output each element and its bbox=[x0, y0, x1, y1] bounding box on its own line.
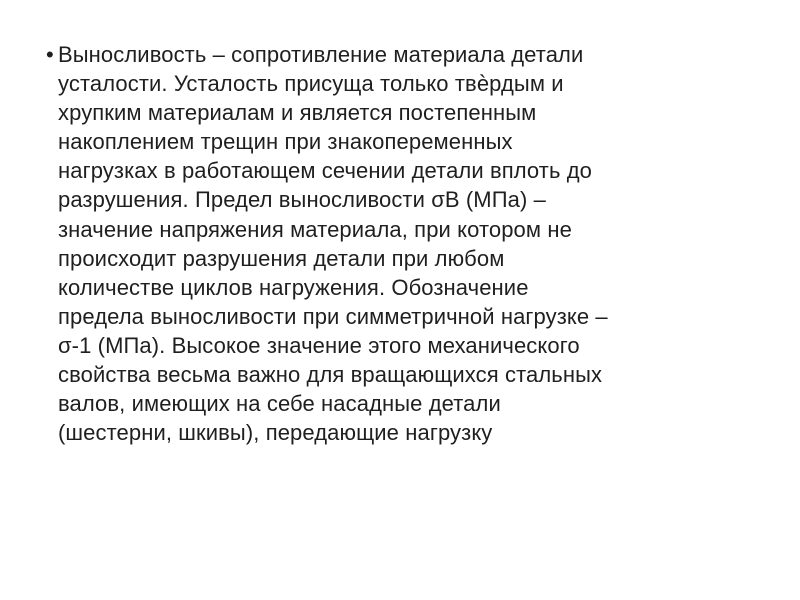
text-line: предела выносливости при симметричной нагрузке – bbox=[58, 303, 608, 329]
text-line: значение напряжения материала, при котором не bbox=[58, 216, 572, 242]
text-line: хрупким материалам и является постепенным bbox=[58, 100, 537, 126]
text-line: (шестерни, шкивы), передающие нагрузку bbox=[58, 420, 493, 446]
text-line: свойства весьма важно для вращающихся стальных bbox=[58, 362, 603, 388]
bullet-icon: • bbox=[46, 42, 54, 67]
text-line: нагрузках в работающем сечении детали вплоть до bbox=[58, 158, 592, 184]
text-line: валов, имеющих на себе насадные детали bbox=[58, 391, 501, 417]
text-line: разрушения. Предел выносливости σВ (МПа) – bbox=[58, 187, 546, 213]
text-line: накоплением трещин при знакопеременных bbox=[58, 129, 513, 155]
text-line: количестве циклов нагружения. Обозначение bbox=[58, 274, 529, 300]
text-line: σ-1 (МПа). Высокое значение этого механического bbox=[58, 332, 580, 358]
text-line: происходит разрушения детали при любом bbox=[58, 245, 505, 271]
bullet-text bbox=[58, 40, 746, 447]
bullet-point bbox=[46, 40, 746, 447]
text-line: Выносливость – сопротивление материала детали bbox=[58, 42, 584, 67]
text-line: усталости. Усталость присуща только твѐрдым и bbox=[58, 71, 564, 97]
